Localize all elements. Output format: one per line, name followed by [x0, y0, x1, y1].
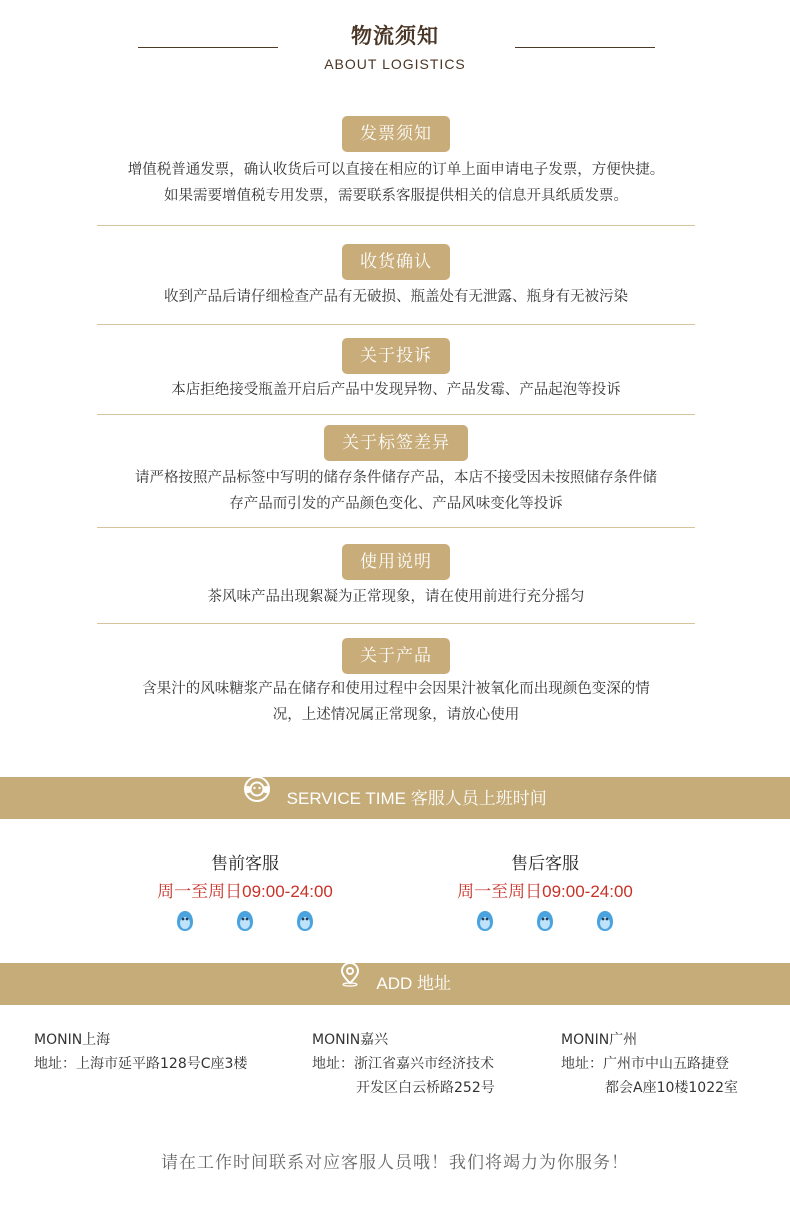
address-line: 开发区白云桥路252号	[356, 1080, 495, 1096]
service-name: 售后客服	[511, 854, 579, 874]
section-divider	[97, 324, 695, 325]
address-prefix: 地址：	[312, 1056, 354, 1072]
address-line: 广州市中山五路捷登	[603, 1056, 729, 1072]
section-text	[97, 377, 695, 403]
page-title: 物流须知	[351, 24, 439, 48]
address-line: 上海市延平路128号C座3楼	[76, 1056, 248, 1072]
support-headset-icon	[243, 775, 271, 819]
section-receipt	[97, 244, 695, 310]
location-pin-icon	[339, 961, 361, 1003]
section-title-badge: 关于投诉	[342, 338, 450, 374]
service-time-label: SERVICE TIME 客服人员上班时间	[286, 789, 547, 808]
qq-penguin-icon[interactable]	[235, 910, 255, 932]
qq-penguin-icon[interactable]	[295, 910, 315, 932]
section-complaints	[97, 338, 695, 403]
section-text-line: 本店拒绝接受瓶盖开启后产品中发现异物、产品发霉、产品起泡等投诉	[171, 382, 621, 398]
address-city: MONIN广州	[561, 1032, 638, 1048]
section-title-badge: 使用说明	[342, 544, 450, 580]
service-hours: 周一至周日09:00-24:00	[157, 882, 333, 901]
section-text-line: 如果需要增值税专用发票，需要联系客服提供相关的信息开具纸质发票。	[164, 188, 628, 204]
section-text	[97, 157, 695, 209]
qq-penguin-icon[interactable]	[475, 910, 495, 932]
aftersale-service	[445, 852, 645, 932]
section-text	[97, 284, 695, 310]
section-product	[97, 638, 695, 728]
page-header	[0, 0, 790, 90]
section-divider	[97, 527, 695, 528]
section-usage	[97, 544, 695, 610]
section-text-line: 存产品而引发的产品颜色变化、产品风味变化等投诉	[229, 496, 563, 512]
section-title-badge: 收货确认	[342, 244, 450, 280]
address-prefix: 地址：	[34, 1056, 76, 1072]
contact-icons	[445, 910, 645, 932]
section-divider	[97, 414, 695, 415]
section-text	[97, 584, 695, 610]
section-text-line: 况，上述情况属正常现象，请放心使用	[272, 707, 520, 723]
section-text-line: 茶风味产品出现絮凝为正常现象，请在使用前进行充分摇匀	[207, 589, 585, 605]
contact-icons	[145, 910, 345, 932]
section-title-badge: 关于产品	[342, 638, 450, 674]
section-text	[97, 465, 695, 517]
page-subtitle: ABOUT LOGISTICS	[324, 56, 466, 72]
qq-penguin-icon[interactable]	[175, 910, 195, 932]
qq-penguin-icon[interactable]	[535, 910, 555, 932]
service-hours: 周一至周日09:00-24:00	[457, 882, 633, 901]
section-invoice	[97, 116, 695, 209]
section-text-line: 含果汁的风味糖浆产品在储存和使用过程中会因果汁被氧化而出现颜色变深的情	[142, 681, 650, 697]
section-divider	[97, 225, 695, 226]
address-jiaxing	[312, 1028, 495, 1100]
section-text-line: 收到产品后请仔细检查产品有无破损、瓶盖处有无泄露、瓶身有无被污染	[164, 289, 628, 305]
section-text	[97, 676, 695, 728]
address-banner	[0, 963, 790, 1005]
qq-penguin-icon[interactable]	[595, 910, 615, 932]
section-title-badge: 发票须知	[342, 116, 450, 152]
section-divider	[97, 623, 695, 624]
address-guangzhou	[561, 1028, 738, 1100]
address-label: ADD 地址	[376, 974, 452, 993]
address-prefix: 地址：	[561, 1056, 603, 1072]
section-text-line: 请严格按照产品标签中写明的储存条件储存产品，本店不接受因未按照储存条件储	[135, 470, 657, 486]
address-city: MONIN嘉兴	[312, 1032, 389, 1048]
section-label-difference	[97, 425, 695, 517]
footer-note: 请在工作时间联系对应客服人员哦！我们将竭力为你服务！	[161, 1153, 629, 1173]
service-time-banner	[0, 777, 790, 819]
address-city: MONIN上海	[34, 1032, 111, 1048]
section-text-line: 增值税普通发票，确认收货后可以直接在相应的订单上面申请电子发票，方便快捷。	[127, 162, 665, 178]
service-name: 售前客服	[211, 854, 279, 874]
address-shanghai	[34, 1028, 247, 1076]
address-line: 都会A座10楼1022室	[605, 1080, 739, 1096]
presale-service	[145, 852, 345, 932]
address-line: 浙江省嘉兴市经济技术	[354, 1056, 494, 1072]
section-title-badge: 关于标签差异	[324, 425, 468, 461]
